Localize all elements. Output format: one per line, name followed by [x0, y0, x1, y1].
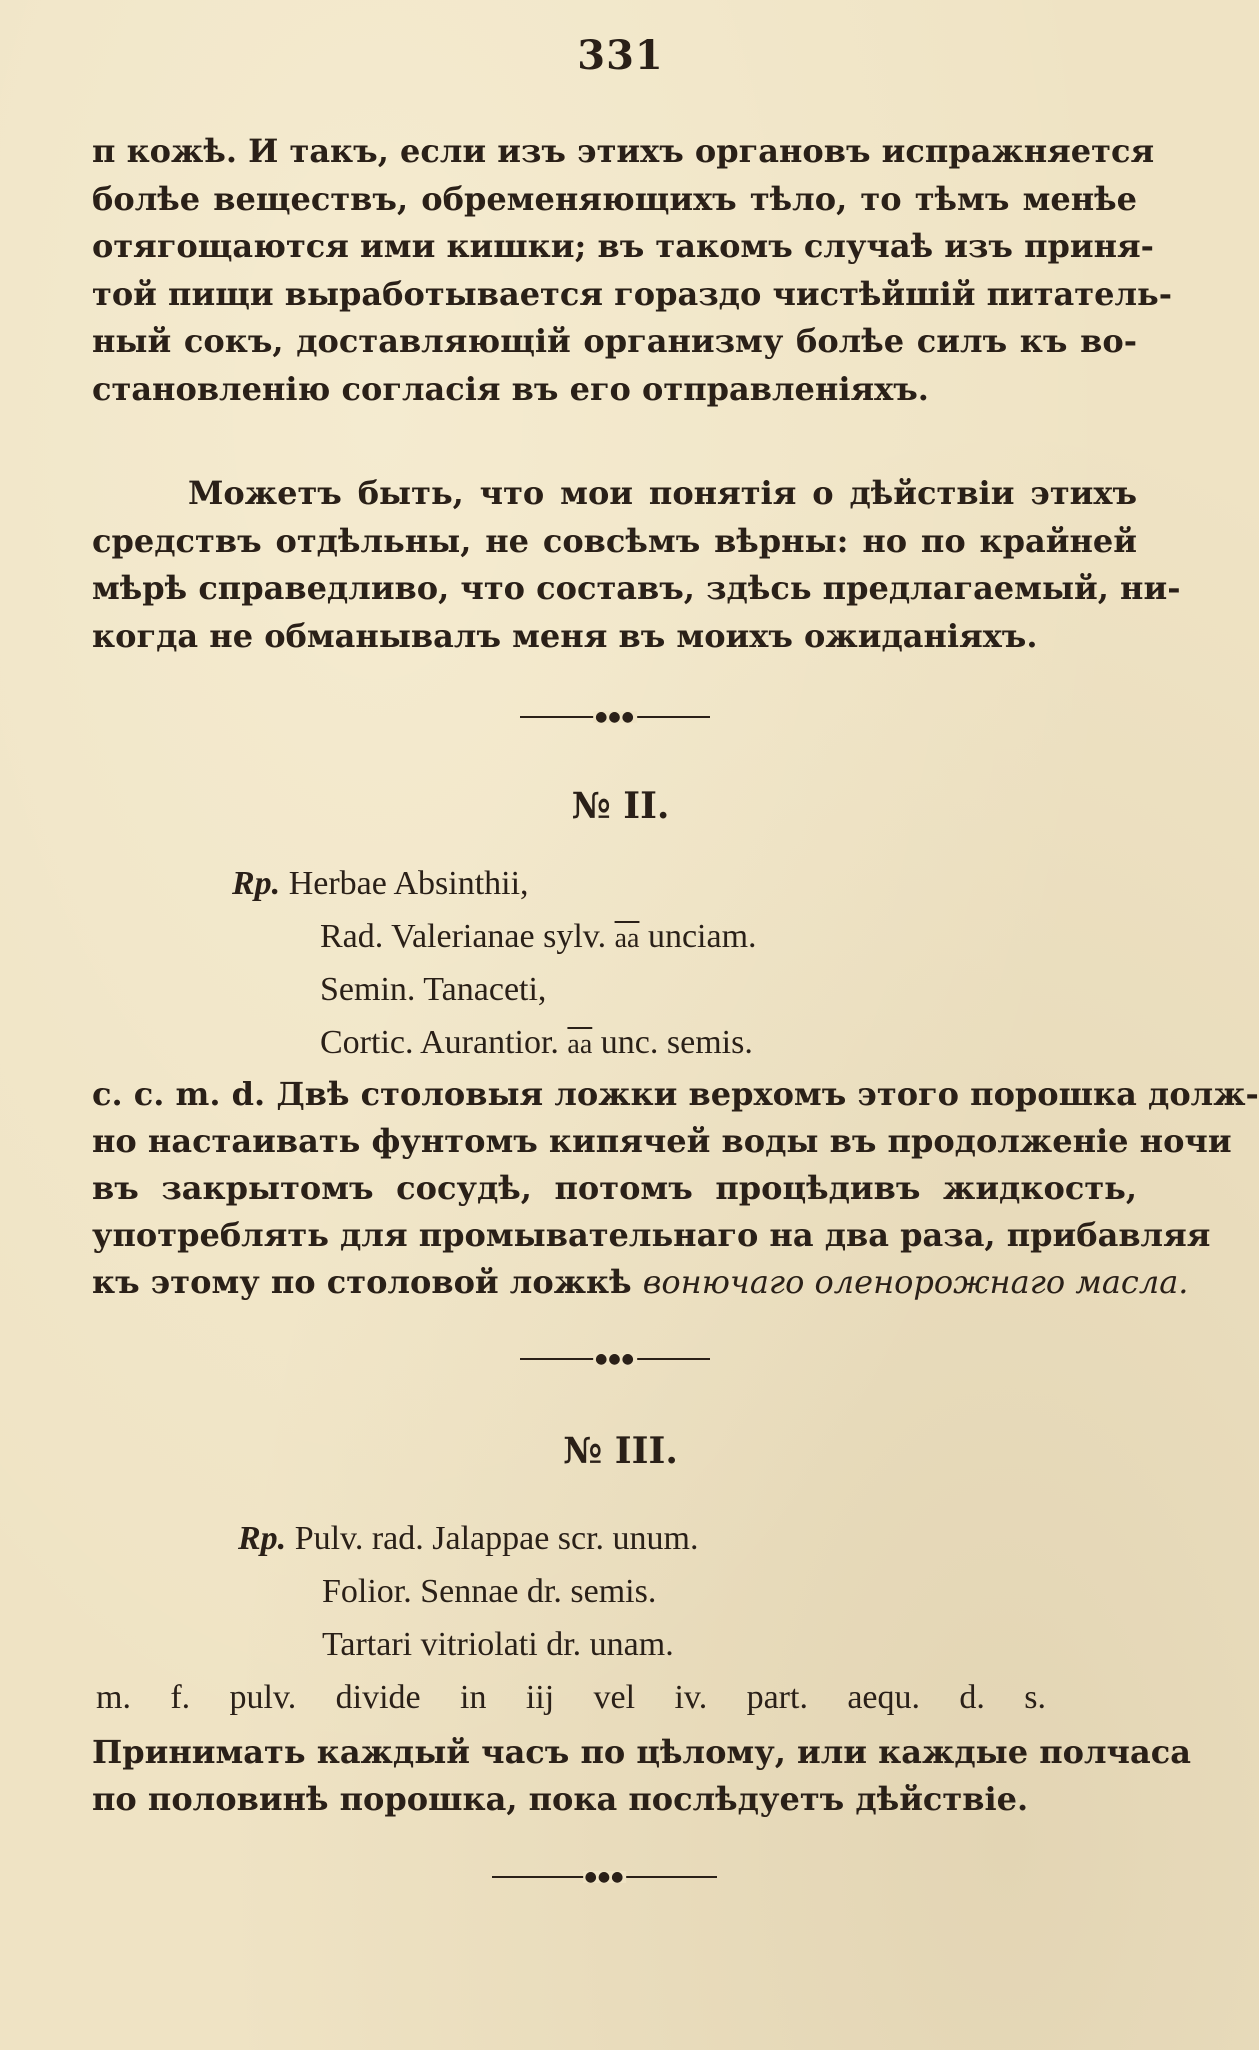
text-line: болѣе веществъ, обременяющихъ тѣло, то тѣмъ менѣе: [92, 179, 1137, 218]
italic-ingredient: вонючаго оленорожнаго масла.: [642, 1263, 1189, 1301]
instruction-line: но настаивать фунтомъ кипячей воды въ продолженіе ночи: [92, 1122, 1232, 1160]
ana-mark: $\overline{aa}$: [567, 1029, 593, 1060]
text-line: той пищи выработывается гораздо чистѣйшій питатель-: [92, 274, 1173, 313]
section-divider: ●●●: [492, 1870, 717, 1884]
recipe-line: [320, 918, 757, 956]
instruction-line: къ этому по столовой ложкѣ вонючаго оленорожнаго масла.: [92, 1263, 1189, 1301]
dose: unc. semis.: [592, 1024, 753, 1061]
recipe-line: Semin. Tanaceti,: [320, 971, 547, 1008]
text-line: становленію согласія въ его отправленіяхъ.: [92, 369, 929, 408]
ingredient: Rad. Valerianae sylv.: [320, 918, 607, 955]
section-title-2: № II.: [571, 785, 670, 827]
text-line: средствъ отдѣльны, не совсѣмъ вѣрны: но по крайней: [92, 521, 1137, 560]
section-divider: ●●●: [520, 710, 710, 724]
recipe-line: [320, 1024, 753, 1062]
recipe-line: [232, 865, 529, 903]
recipe-line: Folior. Sennae dr. semis.: [322, 1573, 657, 1610]
text-line: Можетъ быть, что мои понятія о дѣйствіи этихъ: [188, 474, 1137, 512]
dose: unciam.: [639, 918, 757, 955]
paragraph-2: [92, 470, 1181, 660]
instruction-line: употреблять для промывательнаго на два раза, прибавляя: [92, 1216, 1211, 1254]
rp-label: Rp.: [238, 1520, 287, 1557]
recipe-line: Tartari vitriolati dr. unam.: [322, 1626, 674, 1663]
page-number: 331: [577, 32, 664, 79]
text-line: когда не обманывалъ меня въ моихъ ожиданіяхъ.: [92, 616, 1038, 655]
text-line: ный сокъ, доставляющій организму болѣе силъ къ во-: [92, 322, 1137, 360]
ana-mark: $\overline{aa}$: [614, 923, 640, 954]
ingredient: Cortic. Aurantior.: [320, 1024, 559, 1061]
instruction-line: по половинѣ порошка, пока послѣдуетъ дѣйствіе.: [92, 1780, 1029, 1818]
text-line: п кожѣ. И такъ, если изъ этихъ органовъ испражняется: [92, 132, 1155, 170]
section-title-3: № III.: [563, 1430, 678, 1472]
text-line: мѣрѣ справедливо, что составъ, здѣсь предлагаемый, ни-: [92, 569, 1181, 607]
instruction-line: въ закрытомъ сосудѣ, потомъ процѣдивъ жидкость,: [92, 1169, 1137, 1207]
text-line: отягощаются ими кишки; въ такомъ случаѣ изъ приня-: [92, 227, 1154, 265]
section-divider: ●●●: [520, 1352, 710, 1366]
ingredient: Pulv. rad. Jalappae scr. unum.: [294, 1520, 699, 1557]
recipe-line: [238, 1520, 699, 1558]
instruction-line: c. c. m. d. Двѣ столовыя ложки верхомъ этого порошка долж-: [92, 1075, 1259, 1113]
instruction-line: Принимать каждый часъ по цѣлому, или каждые полчаса: [92, 1733, 1191, 1771]
formula-line: m. f. pulv. divide in iij vel iv. part. aequ. d. s.: [96, 1679, 1046, 1716]
ingredient: Herbae Absinthii,: [288, 865, 529, 902]
paragraph-1: [92, 128, 1173, 413]
rp-label: Rp.: [232, 865, 281, 902]
